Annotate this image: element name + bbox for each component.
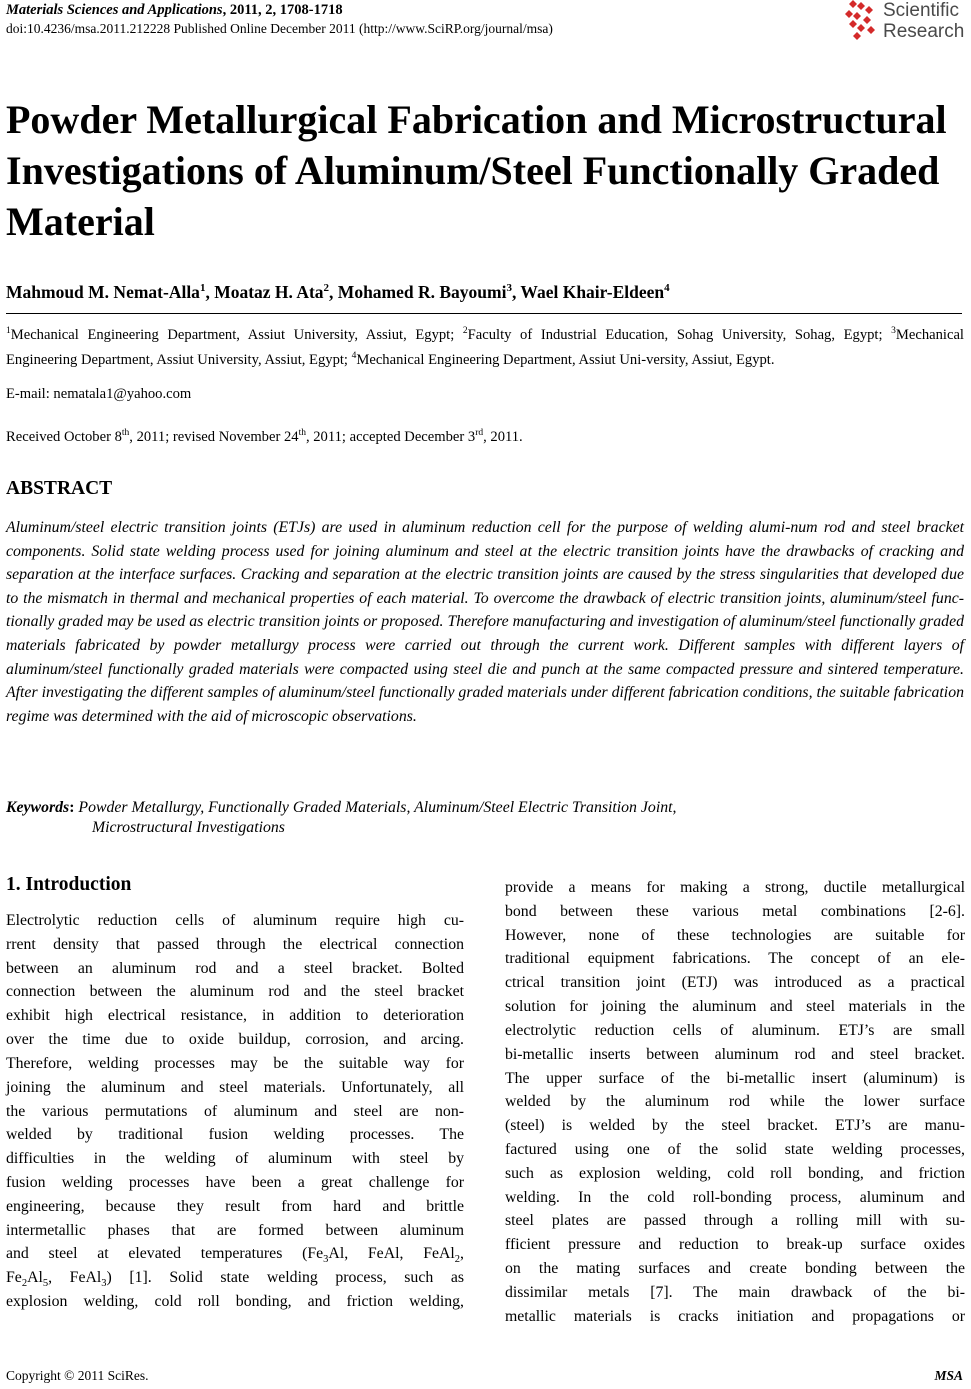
text-line: such as explosion welding, cold roll bonding, and friction	[505, 1164, 965, 1182]
logo-line-1: Scientific	[883, 0, 960, 21]
keywords-line-2: Microstructural Investigations	[92, 819, 285, 836]
text-line: on the mating surfaces and create bonding between the	[505, 1260, 965, 1277]
ordinal-suffix: th	[298, 428, 306, 438]
text-line: fficient pressure and reduction to break-up surface oxides	[505, 1236, 965, 1254]
logo-line-2: Research	[883, 21, 965, 42]
intro-left-column	[6, 909, 464, 1314]
text-line: provide a means for making a strong, ductile metallurgical	[505, 879, 965, 896]
text-line: rrent density that passed through the electrical connection	[6, 935, 464, 953]
text-line: bi-metallic inserts between aluminum rod and steel bracket.	[505, 1045, 965, 1063]
author-affiliation-mark: 4	[664, 282, 670, 295]
text-line: exhibit high electrical resistance, in addition to deterioration	[6, 1007, 464, 1025]
revised-text: , 2011; revised November 24	[129, 428, 299, 445]
text-line: electrolytic reduction cells of aluminum. ETJ’s are small	[505, 1021, 965, 1039]
header-divider	[6, 313, 962, 314]
text-line: and steel at elevated temperatures ($Fe_3Al$, FeAl, FeAl$_2$,	[6, 1245, 464, 1266]
text-line: traditional equipment fabrications. The concept of an ele-	[505, 950, 965, 968]
logo-mark-icon	[843, 0, 881, 40]
footer-copyright: Copyright © 2011 SciRes.	[6, 1368, 149, 1383]
footer-journal-abbr: MSA	[934, 1368, 963, 1383]
affiliation-text: Faculty of Industrial Education, Sohag University, Sohag, Egypt;	[467, 326, 892, 343]
text-line: Therefore, welding processes may be the suitable way for	[6, 1054, 464, 1072]
author-affiliation-mark: 1	[199, 282, 206, 295]
text-line: The upper surface of the bi-metallic insert (aluminum) is	[505, 1069, 965, 1087]
text-line: Electrolytic reduction cells of aluminum require high cu-	[6, 912, 464, 929]
received-text: Received October 8	[6, 428, 122, 445]
author-name: Wael Khair-Eldeen	[520, 282, 665, 302]
affiliation-mark: 4	[351, 351, 357, 362]
text-line: $Fe_2Al_5$, FeAl$_3$) [1]. Solid state welding process, such as	[6, 1269, 464, 1290]
text-line: ctrical transition joint (ETJ) was introduced as a practical	[505, 974, 965, 992]
ordinal-suffix: rd	[475, 428, 484, 438]
affiliation-text: Mechanical Engineering Department, Assiut University, Assiut, Egypt;	[10, 326, 463, 343]
keywords: Keywords: Powder Metallurgy, Functionally Graded Materials, Aluminum/Steel Electric Transition Joint,	[6, 799, 677, 816]
text-line: explosion welding, cold roll bonding, and friction welding,	[6, 1293, 464, 1310]
keywords-label: Keywords	[6, 799, 70, 816]
affiliation-mark: 3	[891, 326, 896, 336]
text-line: welded by traditional fusion welding processes. The	[6, 1126, 464, 1144]
text-line: over the time due to oxide buildup, corrosion, and arcing.	[6, 1031, 464, 1049]
section-heading: 1. Introduction	[6, 874, 132, 895]
author-list: Mahmoud M. Nemat-Alla$^1$, Moataz H. Ata$^2$, Mohamed R. Bayoumi$^3$, Wael Khair-Eldeen$^4$	[6, 282, 670, 302]
author-affiliation-mark: 3	[506, 282, 512, 295]
text-line: between an aluminum rod and a steel bracket. Bolted	[6, 959, 464, 977]
affiliation-mark: 2	[462, 326, 468, 336]
text-line: bond between these various metal combinations [2-6].	[505, 902, 965, 920]
text-line: dissimilar metals [7]. The main drawback of the bi-	[505, 1283, 965, 1301]
text-line: fusion welding processes have been a great challenge for	[6, 1173, 464, 1191]
journal-name: Materials Sciences and Applications	[6, 2, 223, 18]
year-text: , 2011.	[483, 428, 523, 445]
author-name: Mohamed R. Bayoumi	[337, 282, 507, 302]
text-line: difficulties in the welding of aluminum with steel by	[6, 1150, 464, 1168]
text-line: welding. In the cold roll-bonding process, aluminum and	[505, 1188, 965, 1206]
contact-email: E-mail: nematala1@yahoo.com	[6, 386, 192, 402]
text-line: engineering, because they result from hard and brittle	[6, 1197, 464, 1215]
scientific-research-logo	[843, 0, 965, 44]
keywords-line-1: Powder Metallurgy, Functionally Graded Materials, Aluminum/Steel Electric Transition Joint,	[78, 799, 677, 816]
affiliations	[6, 321, 964, 372]
text-line: However, none of these technologies are suitable for	[505, 926, 965, 944]
text-line: (steel) is welded by the steel bracket. ETJ’s are manu-	[505, 1117, 965, 1135]
journal-volume: , 2011, 2, 1708-1718	[222, 2, 343, 18]
text-line: connection between the aluminum rod and the steel bracket	[6, 983, 464, 1001]
text-line: welded by the aluminum rod while the lower surface	[505, 1093, 965, 1111]
text-line: metallic materials is cracks initiation and propagations or	[505, 1307, 965, 1325]
author-name: Mahmoud M. Nemat-Alla	[6, 282, 200, 302]
paper-title: Powder Metallurgical Fabrication and Microstructural Investigations of Aluminum/Steel Functionally Graded Material	[6, 97, 947, 244]
doi-line: doi:10.4236/msa.2011.212228 Published Online December 2011 (http://www.SciRP.org/journal/msa)	[6, 21, 553, 36]
affiliation-text: Mechanical Engineering Department, Assiut University, Assiut, Egypt;	[6, 326, 964, 369]
text-line: solution for joining the aluminum and steel materials in the	[505, 998, 965, 1016]
affiliation-text: Mechanical Engineering Department, Assiut Uni-versity, Assiut, Egypt.	[356, 352, 775, 369]
text-line: steel plates are passed through a rolling mill with su-	[505, 1212, 965, 1230]
text-line: the various permutations of aluminum and steel are non-	[6, 1102, 464, 1120]
author-affiliation-mark: 2	[323, 282, 330, 295]
ordinal-suffix: th	[121, 428, 130, 438]
received-dates	[6, 428, 523, 446]
abstract-text: Aluminum/steel electric transition joints (ETJs) are used in aluminum reduction cell for the purpose of welding alumi-num rod and steel bracket components. Solid state welding process used for joining aluminum and steel at the electric transition joints have the drawbacks of cracking and separation at the interface surfaces. Cracking and separation at the electric transition joints are caused by the stress singularities that developed due to the mismatch in thermal and mechanical properties of each material. To overcome the drawback of electric transition joints, aluminum/steel func-tionally graded may be used as electric transition joints or proposed. Therefore manufacturing and investigation of aluminum/steel functionally graded materials fabricated by powder metallurgy process were carried out through the current work. Different samples with different layers of aluminum/steel functionally graded materials were compacted using steel die and punch at the same compacted pressure and sintered temperature. After investigating the different samples of aluminum/steel functionally graded materials under different fabrication conditions, the suitable fabrication regime was determined with the aid of microscopic observations.	[6, 519, 964, 725]
intro-right-column	[505, 876, 965, 1328]
text-line: joining the aluminum and steel materials. Unfortunately, all	[6, 1078, 464, 1096]
text-line: intermetallic phases that are formed between aluminum	[6, 1221, 464, 1239]
journal-citation	[6, 2, 343, 19]
abstract-heading: ABSTRACT	[6, 478, 113, 499]
affiliation-mark: 1	[6, 326, 11, 336]
text-line: factured using one of the solid state welding processes,	[505, 1140, 965, 1158]
author-name: Moataz H. Ata	[214, 282, 324, 302]
accepted-text: , 2011; accepted December 3	[305, 428, 476, 445]
